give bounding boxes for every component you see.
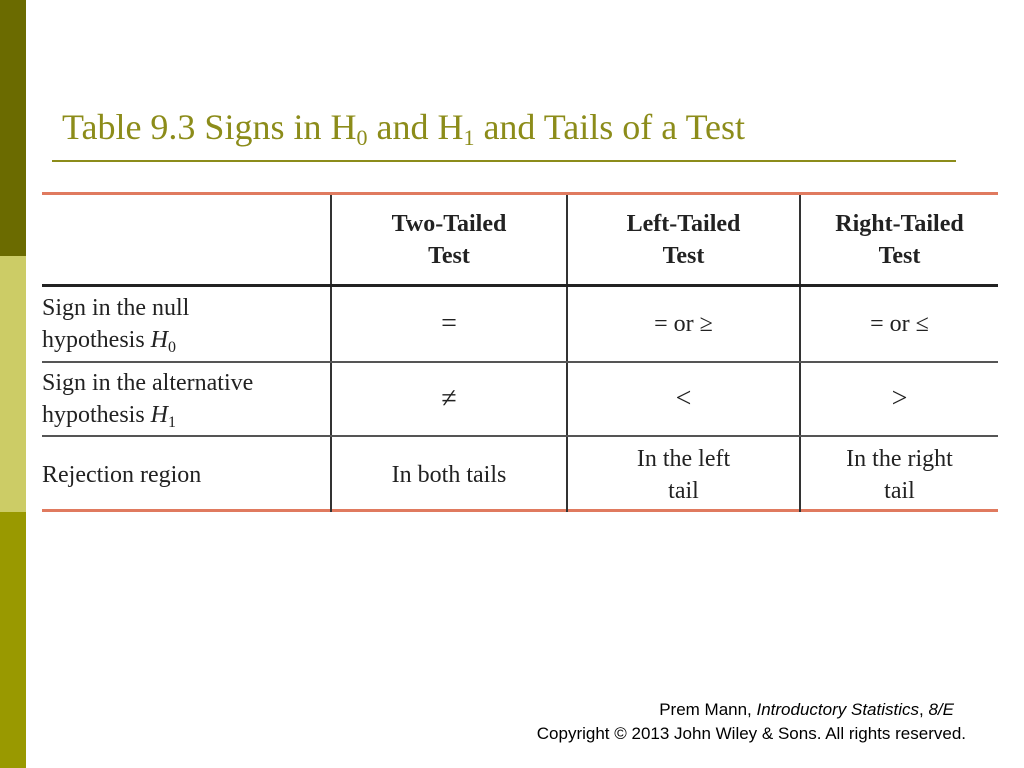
header-right-tailed: Right-Tailed Test xyxy=(835,210,964,269)
slide-title: Table 9.3 Signs in $H_0$ and $H_1$ and Tails of a Test xyxy=(62,107,746,150)
rejection-left-tailed: In the left tail xyxy=(568,437,801,512)
row-label-rejection: Rejection region xyxy=(42,437,332,512)
rejection-right-tailed: In the right tail xyxy=(846,445,953,504)
signs-table xyxy=(42,192,998,512)
slide-footer xyxy=(537,698,966,746)
title-underline xyxy=(52,160,956,162)
alt-right-tailed-sign: > xyxy=(891,383,908,414)
null-two-tailed-sign: = xyxy=(332,287,568,361)
null-left-tailed-sign: = or ≥ xyxy=(568,287,801,361)
footer-copyright: Copyright © 2013 John Wiley & Sons. All rights reserved. xyxy=(536,724,966,743)
alt-left-tailed-sign: < xyxy=(568,363,801,435)
alt-two-tailed-sign: ≠ xyxy=(332,363,568,435)
header-two-tailed: Two-Tailed Test xyxy=(332,195,568,284)
row-label-alternative: Sign in the alternative hypothesis $H_1$ xyxy=(42,363,332,435)
row-label-null: Sign in the null hypothesis $H_0$ xyxy=(42,287,332,361)
rejection-two-tailed: In both tails xyxy=(332,437,568,512)
table-header-row xyxy=(42,195,998,287)
side-bar-top xyxy=(0,0,26,256)
table-row-rejection xyxy=(42,437,998,512)
null-right-tailed-sign: = or ≤ xyxy=(870,311,929,337)
header-left-tailed: Left-Tailed Test xyxy=(568,195,801,284)
side-bar-middle xyxy=(0,256,26,512)
table-row-null xyxy=(42,287,998,363)
header-empty-cell xyxy=(42,195,332,284)
table-row-alternative xyxy=(42,363,998,437)
side-bar-bottom xyxy=(0,512,26,768)
footer-citation: Prem Mann, Introductory Statistics, 8/E xyxy=(659,700,954,719)
